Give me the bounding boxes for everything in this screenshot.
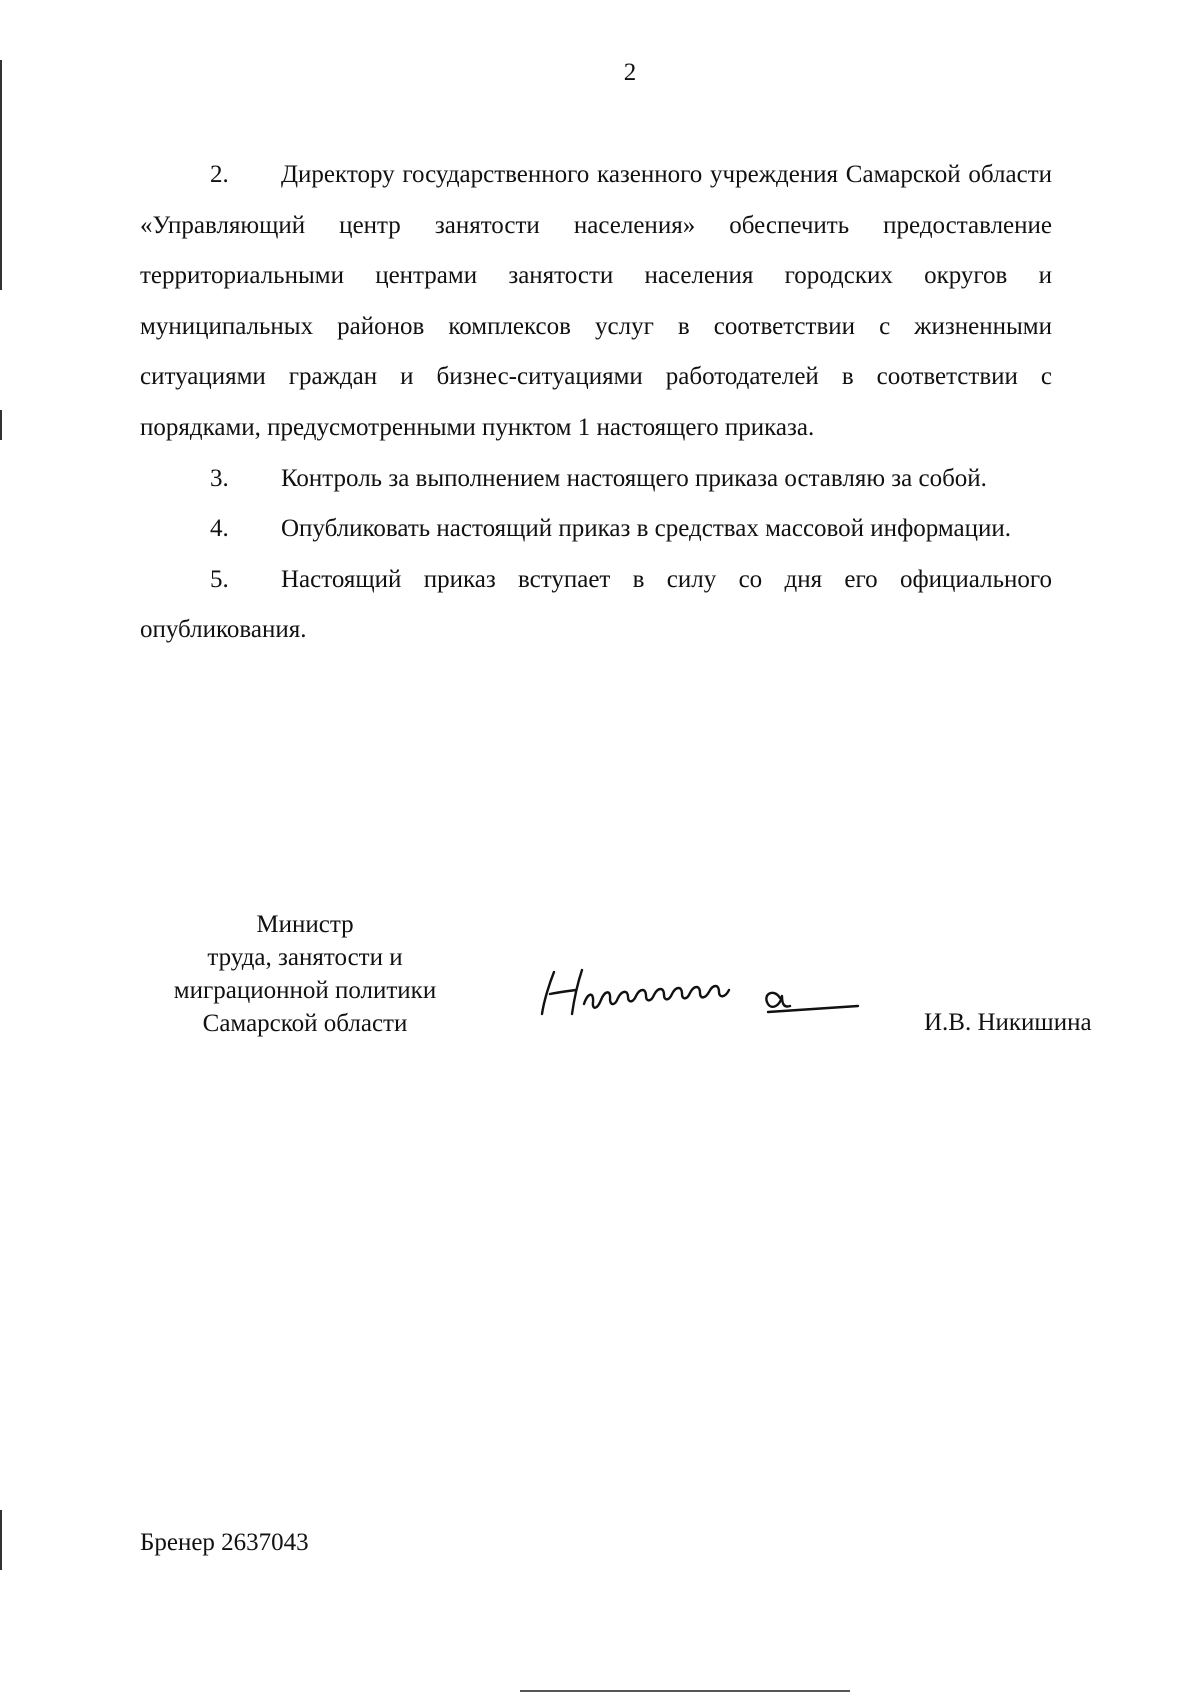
signatory-name: И.В. Никишина — [924, 1009, 1092, 1036]
paragraph-number: 4. — [210, 515, 229, 543]
signatory-title-line: Министр — [256, 911, 354, 938]
order-body — [140, 150, 1052, 656]
order-paragraph — [140, 555, 1052, 656]
order-paragraph — [140, 150, 1052, 454]
paragraph-text: Директору государственного казенного учреждения Самарской области «Управляющий центр занятости населения» обеспечить предоставление территориальными центрами занятости населения городских округов и муниципальных районов комплексов услуг в соответствии с жизненными ситуациями граждан и бизнес-ситуациями работодателей в соответствии с порядками, предусмотренными пунктом 1 настоящего приказа. — [140, 161, 1052, 441]
signatory-title-line: Самарской области — [202, 1010, 408, 1037]
paragraph-number: 3. — [210, 464, 229, 492]
page-number: 2 — [623, 59, 637, 86]
paragraph-text: Настоящий приказ вступает в силу со дня его официального опубликования. — [140, 565, 1052, 644]
paragraph-text: Опубликовать настоящий приказ в средствах массовой информации. — [281, 515, 1012, 543]
scan-bottom-edge — [520, 1690, 850, 1692]
handwritten-signature-icon — [528, 960, 868, 1030]
scan-edge-mark — [0, 1510, 2, 1570]
executor-note: Бренер 2637043 — [140, 1529, 309, 1556]
order-paragraph — [140, 504, 1052, 555]
signatory-title — [140, 908, 470, 1040]
paragraph-number: 5. — [210, 565, 229, 593]
signatory-title-line: труда, занятости и — [207, 944, 403, 971]
paragraph-number: 2. — [210, 161, 229, 188]
scan-edge-mark — [0, 60, 2, 290]
paragraph-text: Контроль за выполнением настоящего приказа оставляю за собой. — [281, 464, 987, 492]
order-paragraph — [140, 454, 1052, 505]
scan-edge-mark — [0, 410, 2, 440]
signatory-title-line: миграционной политики — [173, 977, 437, 1004]
